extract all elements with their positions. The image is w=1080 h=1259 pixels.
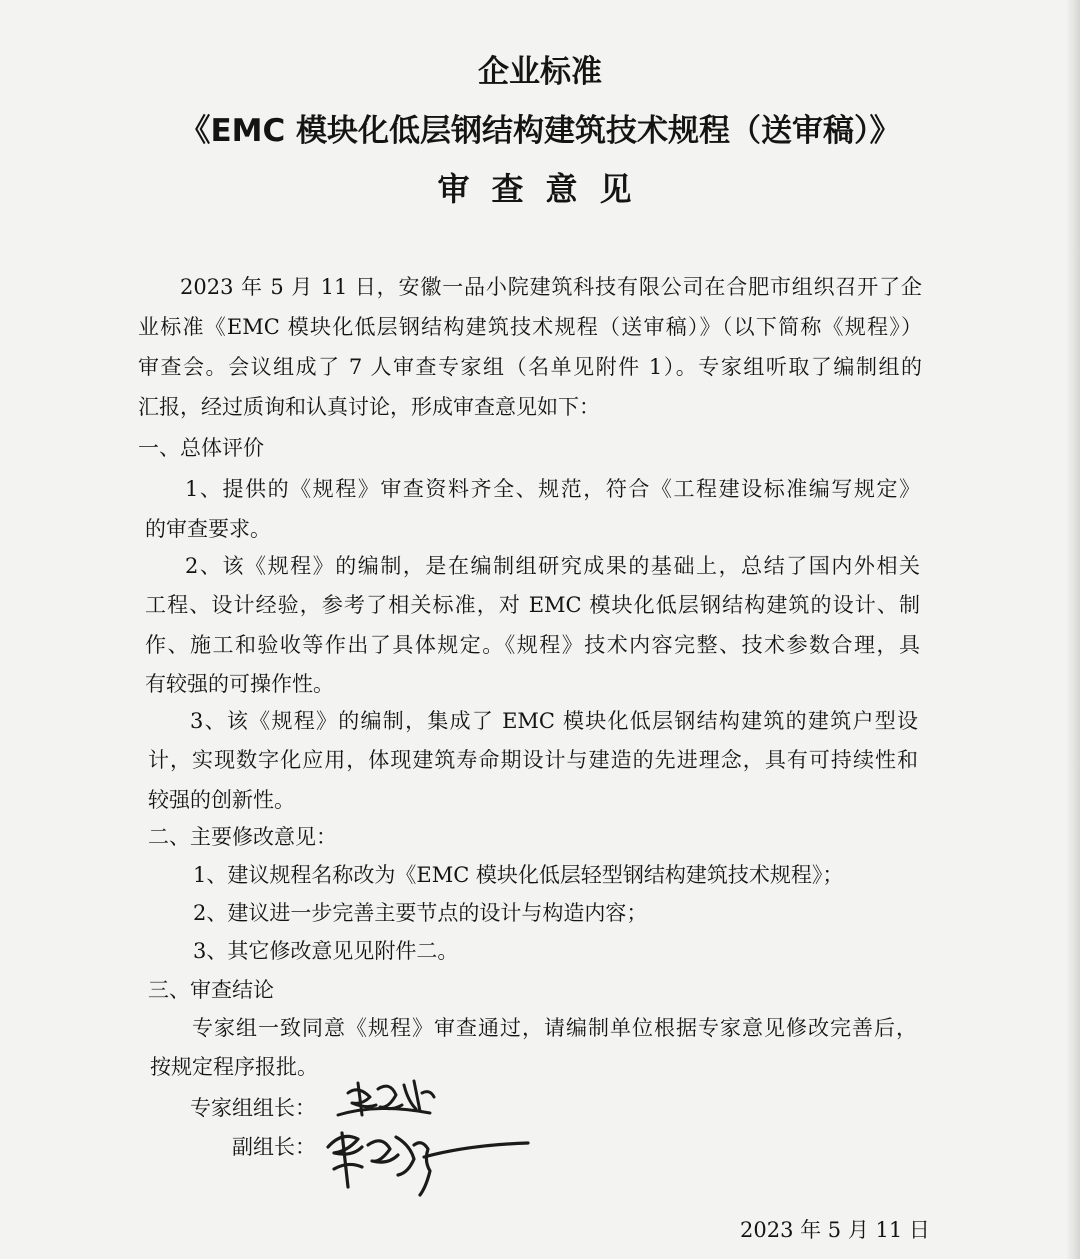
- section-2-title: 二、主要修改意见：: [148, 825, 337, 849]
- s1-item2-line-4: 有较强的可操作性。: [145, 672, 334, 696]
- s1-item1-line-2: 的审查要求。: [145, 517, 271, 541]
- deputy-signature: [328, 1133, 528, 1195]
- s1-item1-line-1: 1、提供的《规程》审查资料齐全、规范，符合《工程建设标准编写规定》: [185, 477, 920, 501]
- leader-signature: [338, 1081, 434, 1115]
- s2-item-2: 2、建议进一步完善主要节点的设计与构造内容；: [193, 901, 648, 925]
- s1-item2-line-1: 2、该《规程》的编制，是在编制组研究成果的基础上，总结了国内外相关: [185, 554, 920, 578]
- intro-line-2: 业标准《EMC 模块化低层钢结构建筑技术规程（送审稿）》（以下简称《规程》）: [138, 315, 922, 339]
- doc-title-line3: 审查意见: [437, 170, 654, 208]
- doc-title-line1: 企业标准: [478, 54, 602, 90]
- s3-line-1: 专家组一致同意《规程》审查通过，请编制单位根据专家意见修改完善后，: [192, 1016, 917, 1040]
- handwritten-signatures: [318, 1075, 538, 1205]
- s2-item-1: 1、建议规程名称改为《EMC 模块化低层轻型钢结构建筑技术规程》；: [193, 863, 844, 887]
- document-date: 2023 年 5 月 11 日: [740, 1218, 930, 1242]
- s1-item3-line-2: 计，实现数字化应用，体现建筑寿命期设计与建造的先进理念，具有可持续性和: [148, 748, 918, 772]
- intro-line-1: 2023 年 5 月 11 日，安徽一品小院建筑科技有限公司在合肥市组织召开了企: [180, 275, 922, 299]
- deputy-label: 副组长：: [232, 1135, 316, 1159]
- page-edge-shadow: [1066, 0, 1080, 1259]
- s1-item2-line-3: 作、施工和验收等作出了具体规定。《规程》技术内容完整、技术参数合理，具: [145, 633, 920, 657]
- intro-line-3: 审查会。会议组成了 7 人审查专家组（名单见附件 1）。专家组听取了编制组的: [138, 355, 922, 379]
- leader-label: 专家组组长：: [190, 1096, 316, 1120]
- s2-item-3: 3、其它修改意见见附件二。: [193, 939, 459, 963]
- s1-item3-line-1: 3、该《规程》的编制，集成了 EMC 模块化低层钢结构建筑的建筑户型设: [190, 709, 918, 733]
- intro-line-4: 汇报，经过质询和认真讨论，形成审查意见如下：: [138, 395, 600, 419]
- s1-item2-line-2: 工程、设计经验，参考了相关标准，对 EMC 模块化低层钢结构建筑的设计、制: [145, 593, 920, 617]
- doc-title-line2: 《EMC 模块化低层钢结构建筑技术规程（送审稿）》: [179, 113, 901, 149]
- section-3-title: 三、审查结论: [148, 978, 274, 1002]
- section-1-title: 一、总体评价: [138, 436, 264, 460]
- s1-item3-line-3: 较强的创新性。: [148, 788, 295, 812]
- s3-line-2: 按规定程序报批。: [150, 1055, 318, 1079]
